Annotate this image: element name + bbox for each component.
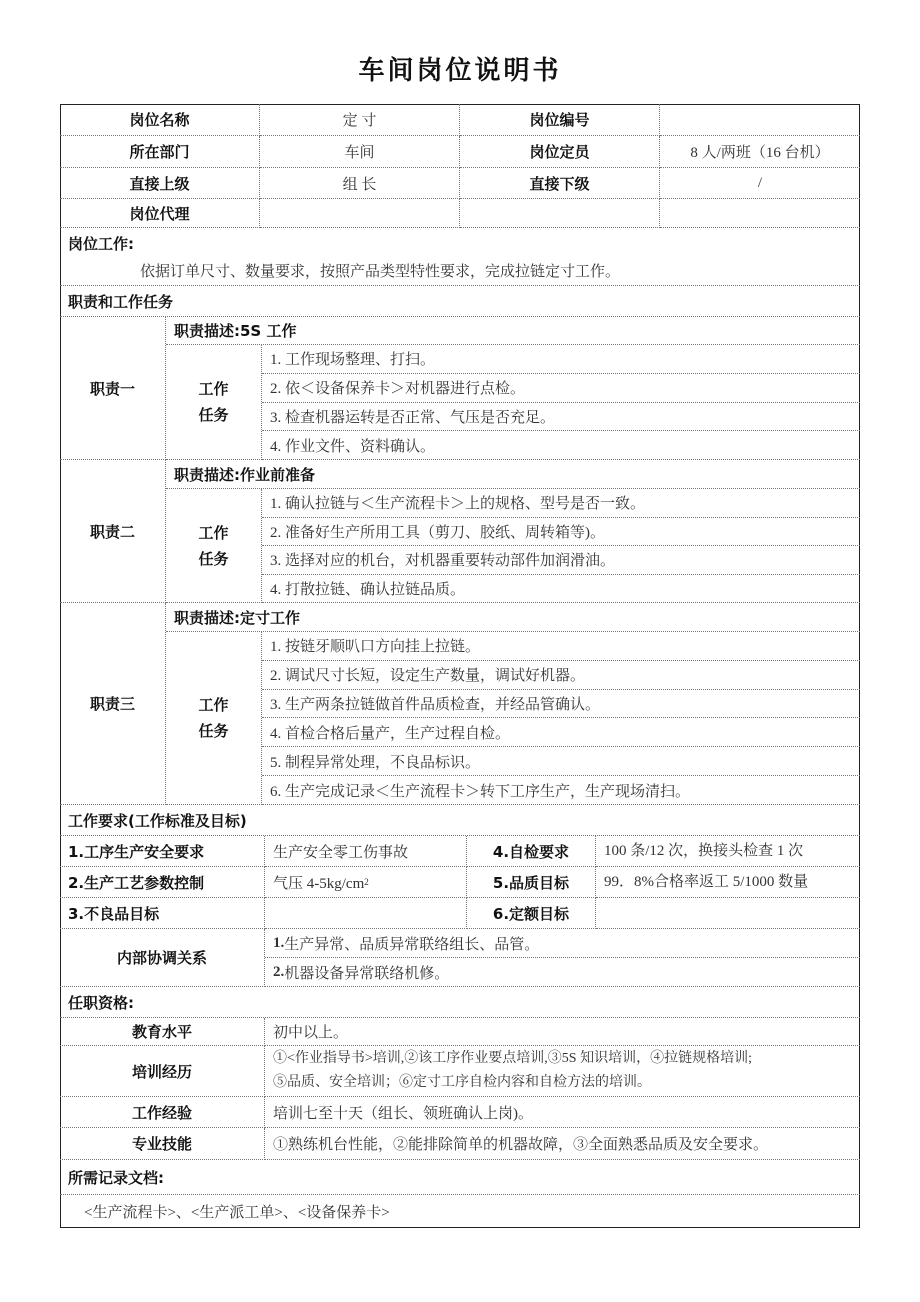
position-code-label: 岗位编号 bbox=[460, 104, 660, 136]
defect-target-value bbox=[265, 898, 467, 929]
deputy-value bbox=[260, 199, 460, 228]
safety-label: 1.工序生产安全要求 bbox=[60, 836, 265, 867]
duty-label: 职责一 bbox=[60, 317, 166, 460]
task-label-line: 工作 bbox=[198, 380, 229, 398]
job-label: 岗位工作: bbox=[68, 234, 134, 253]
subordinate-label: 直接下级 bbox=[460, 168, 660, 199]
superior-value: 组 长 bbox=[260, 168, 460, 199]
task-item: 4. 首检合格后量产，生产过程自检。 bbox=[262, 719, 860, 748]
work-task-label bbox=[166, 632, 262, 805]
work-task-label bbox=[166, 345, 262, 460]
item-number: 2. bbox=[273, 963, 285, 980]
task-label-line: 任务 bbox=[198, 406, 229, 424]
task-item: 2. 调试尺寸长短，设定生产数量，调试好机器。 bbox=[262, 661, 860, 690]
task-item: 2. 依＜设备保养卡＞对机器进行点检。 bbox=[262, 374, 860, 403]
document-title: 车间岗位说明书 bbox=[358, 56, 562, 86]
self-check-label: 4.自检要求 bbox=[467, 836, 596, 867]
self-check-value: 100 条/12 次，换接头检查 1 次 bbox=[596, 836, 860, 867]
task-label-line: 任务 bbox=[198, 722, 229, 740]
process-param-label: 2.生产工艺参数控制 bbox=[60, 867, 265, 898]
quota-target-value bbox=[596, 898, 860, 929]
task-label-line: 工作 bbox=[198, 523, 229, 542]
quality-target-value: 99．8%合格率返工 5/1000 数量 bbox=[596, 867, 860, 898]
duty-label: 职责三 bbox=[60, 603, 166, 805]
task-item: 3. 检查机器运转是否正常、气压是否充足。 bbox=[262, 403, 860, 432]
position-name-label: 岗位名称 bbox=[60, 104, 260, 136]
task-item: 6. 生产完成记录＜生产流程卡＞转下工序生产，生产现场清扫。 bbox=[262, 776, 860, 805]
qualifications-title: 任职资格: bbox=[60, 987, 860, 1018]
duties-title: 职责和工作任务 bbox=[60, 286, 860, 317]
task-item: 4. 打散拉链、确认拉链品质。 bbox=[262, 575, 860, 604]
coordination-label: 内部协调关系 bbox=[60, 929, 265, 987]
department-value: 车间 bbox=[260, 136, 460, 168]
training-label: 培训经历 bbox=[60, 1046, 265, 1097]
quality-target-label: 5.品质目标 bbox=[467, 867, 596, 898]
records-title: 所需记录文档: bbox=[60, 1160, 860, 1195]
department-label: 所在部门 bbox=[60, 136, 260, 168]
deputy-label: 岗位代理 bbox=[60, 199, 260, 228]
task-item: 3. 生产两条拉链做首件品质检查，并经品管确认。 bbox=[262, 690, 860, 719]
staffing-label: 岗位定员 bbox=[460, 136, 660, 168]
task-label-line: 任务 bbox=[198, 549, 229, 568]
duty-label: 职责二 bbox=[60, 460, 166, 603]
skills-label: 专业技能 bbox=[60, 1128, 265, 1160]
task-item: 1. 工作现场整理、打扫。 bbox=[262, 345, 860, 374]
training-line: ⑤品质、安全培训；⑥定寸工序自检内容和自检方法的培训。 bbox=[273, 1075, 651, 1090]
quota-target-label: 6.定额目标 bbox=[467, 898, 596, 929]
empty-cell bbox=[660, 199, 860, 228]
item-text: 生产异常、品质异常联络组长、品管。 bbox=[284, 936, 540, 953]
item-number: 1. bbox=[273, 934, 285, 951]
task-item: 2. 准备好生产所用工具（剪刀、胶纸、周转箱等)。 bbox=[262, 518, 860, 547]
item-text: 机器设备异常联络机修。 bbox=[284, 965, 450, 982]
records-value: <生产流程卡>、<生产派工单>、<设备保养卡> bbox=[84, 1205, 390, 1221]
defect-target-label: 3.不良品目标 bbox=[60, 898, 265, 929]
subordinate-value: / bbox=[660, 168, 860, 199]
process-param-value bbox=[265, 867, 467, 898]
work-task-label bbox=[166, 489, 262, 603]
coordination-item bbox=[265, 929, 860, 958]
duty-description: 职责描述:作业前准备 bbox=[166, 460, 860, 489]
staffing-value: 8 人/两班（16 台机） bbox=[660, 136, 860, 168]
requirements-title: 工作要求(工作标准及目标) bbox=[60, 805, 860, 836]
training-value bbox=[265, 1046, 860, 1097]
training-line: ①<作业指导书>培训,②该工序作业要点培训,③5S 知识培训，④拉链规格培训; bbox=[273, 1051, 752, 1066]
experience-label: 工作经验 bbox=[60, 1097, 265, 1128]
duty-description: 职责描述:定寸工作 bbox=[166, 603, 860, 632]
safety-value: 生产安全零工伤事故 bbox=[265, 836, 467, 867]
empty-cell bbox=[460, 199, 660, 228]
position-code-value bbox=[660, 104, 860, 136]
job-section bbox=[60, 228, 860, 286]
task-item: 1. 确认拉链与＜生产流程卡＞上的规格、型号是否一致。 bbox=[262, 489, 860, 518]
task-item: 4. 作业文件、资料确认。 bbox=[262, 431, 860, 460]
education-value: 初中以上。 bbox=[265, 1018, 860, 1046]
task-item: 1. 按链牙顺叭口方向挂上拉链。 bbox=[262, 632, 860, 661]
task-item: 3. 选择对应的机台，对机器重要转动部件加润滑油。 bbox=[262, 546, 860, 575]
job-text: 依据订单尺寸、数量要求，按照产品类型特性要求，完成拉链定寸工作。 bbox=[140, 263, 621, 280]
education-label: 教育水平 bbox=[60, 1018, 265, 1046]
skills-value: ①熟练机台性能，②能排除简单的机器故障，③全面熟悉品质及安全要求。 bbox=[265, 1128, 860, 1160]
process-param-text: 气压 4-5kg/cm bbox=[273, 875, 365, 892]
duty-description: 职责描述:5S 工作 bbox=[166, 317, 860, 345]
task-item: 5. 制程异常处理，不良品标识。 bbox=[262, 747, 860, 776]
process-param-sup: 2 bbox=[364, 877, 369, 887]
superior-label: 直接上级 bbox=[60, 168, 260, 199]
experience-value: 培训七至十天（组长、领班确认上岗)。 bbox=[265, 1097, 860, 1128]
task-label-line: 工作 bbox=[198, 696, 229, 714]
position-name-value: 定 寸 bbox=[260, 104, 460, 136]
coordination-item bbox=[265, 958, 860, 987]
